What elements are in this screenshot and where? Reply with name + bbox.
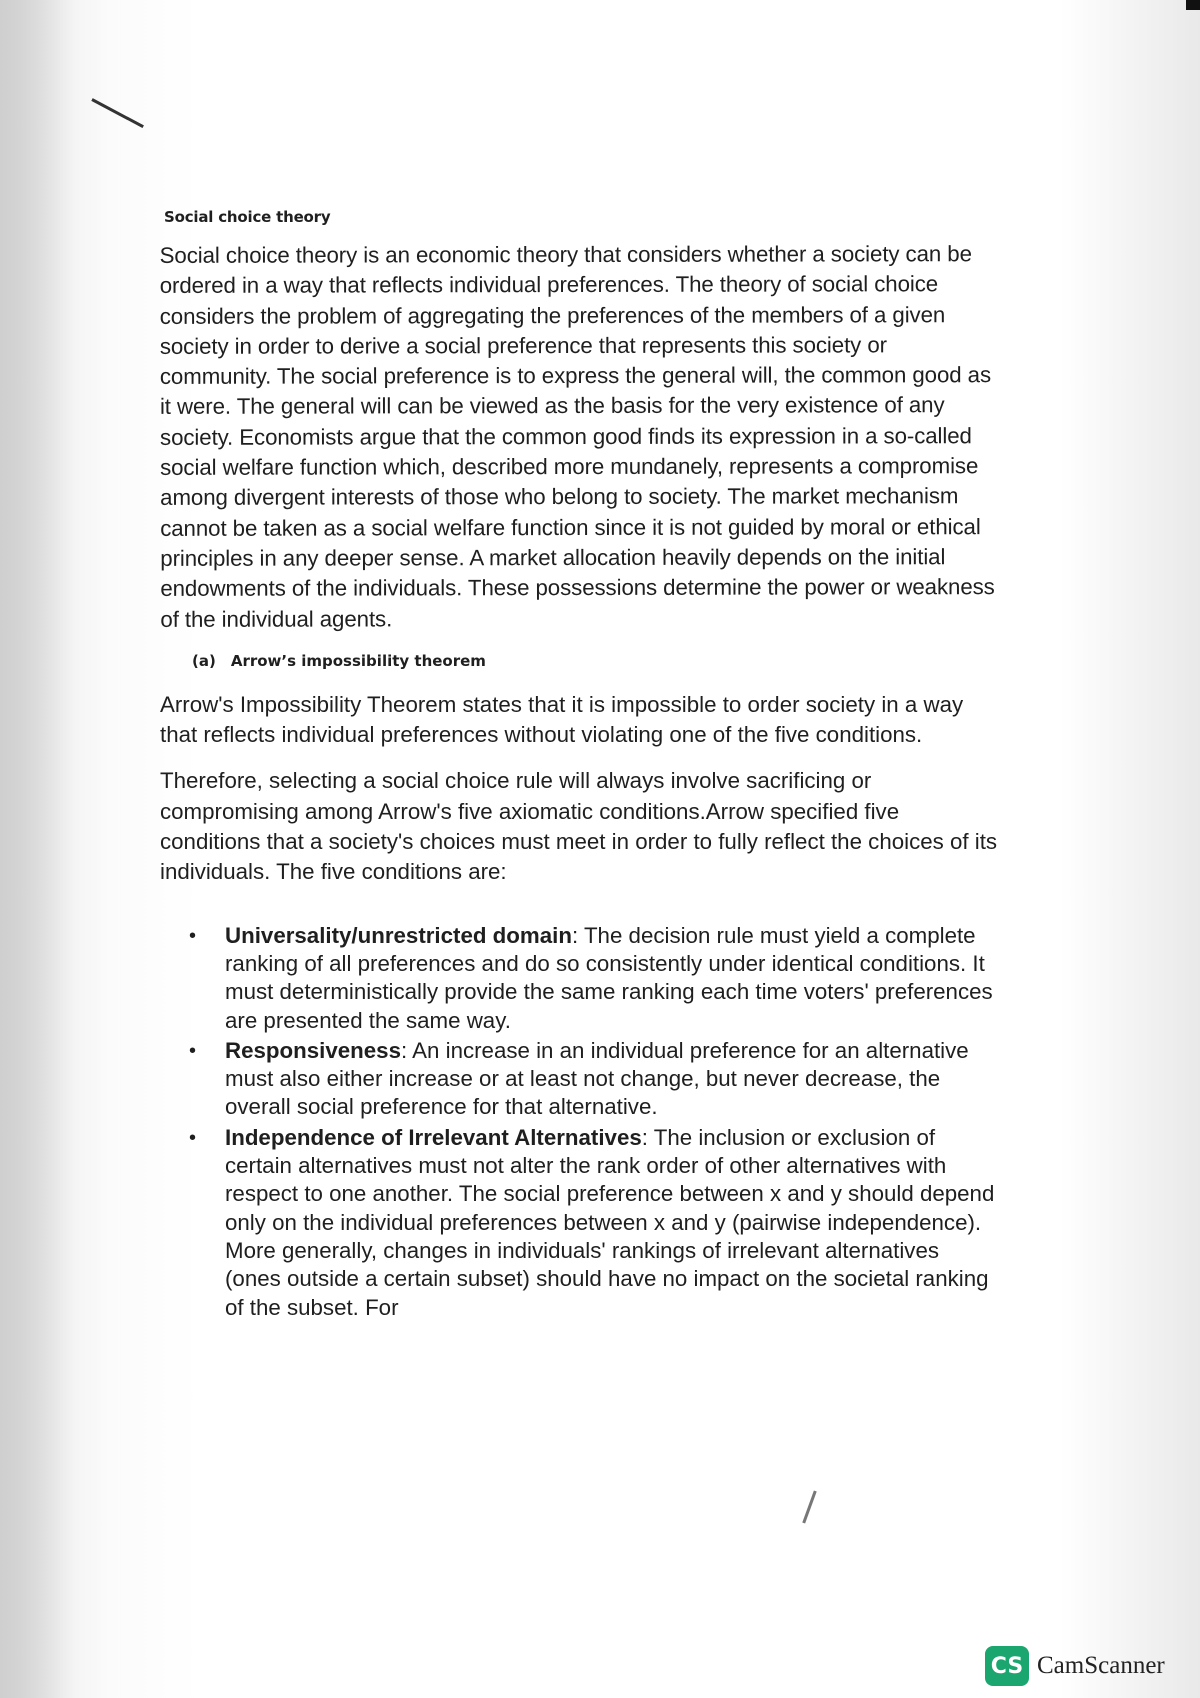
- intro-paragraph: Social choice theory is an economic theory that considers whether a society can be ordered in a way that reflects individual preferences. The theory of social choice considers the problem of aggregating the preferences of the members of a given society in order to derive a social preference that represents this society or community. The social preference is to express the general will, the common good as it were. The general will can be viewed as the basis for the very existence of any society. Economists argue that the common good finds its expression in a so-called social welfare function which, described more mundanely, represents a compromise among divergent interests of those who belong to society. The market mechanism cannot be taken as a social welfare function since it is not guided by moral or ethical principles in any deeper sense. A market allocation heavily depends on the initial endowments of the individuals. These possessions determine the power or weakness of the individual agents.: [159, 241, 995, 632]
- document-body: [160, 208, 1000, 1324]
- bullet-icon: •: [189, 1039, 197, 1062]
- camscanner-label: CamScanner: [1037, 1652, 1165, 1679]
- corner-mark: [1186, 0, 1200, 10]
- scan-edge-shadow: [0, 0, 75, 1698]
- list-item: [189, 922, 1000, 1035]
- pen-mark: [91, 98, 144, 128]
- condition-term: Independence of Irrelevant Alternatives: [225, 1124, 642, 1150]
- condition-text: : The decision rule must yield a complete ranking of all preferences and do so consistently under identical conditions. It must deterministically provide the same ranking each time voters' preferences are presented the same way.: [225, 922, 993, 1033]
- bullet-icon: •: [189, 924, 197, 947]
- page-title: Social choice theory: [164, 208, 331, 226]
- camscanner-logo-icon: CS: [985, 1646, 1029, 1686]
- section-paragraph-2: Therefore, selecting a social choice rule will always involve sacrificing or compromising among Arrow's five axiomatic conditions.Arrow specified five conditions that a society's choices must meet in order to fully reflect the choices of its individuals. The five conditions are:: [160, 768, 998, 885]
- section-paragraph-1: Arrow's Impossibility Theorem states that it is impossible to order society in a way that reflects individual preferences without violating one of the five conditions.: [160, 691, 964, 748]
- condition-text: : The inclusion or exclusion of certain alternatives must not alter the rank order of other alternatives with respect to one another. The social preference between x and y should depend only on the individual preferences between x and y (pairwise independence). More generally, changes in individuals' rankings of irrelevant alternatives (ones outside a certain subset) should have no impact on the societal ranking of the subset. For: [225, 1124, 995, 1320]
- pen-mark: [802, 1491, 816, 1524]
- list-item: [189, 1037, 1000, 1122]
- conditions-list: [160, 922, 1000, 1322]
- camscanner-watermark: [985, 1646, 1165, 1686]
- list-item: [189, 1124, 1000, 1322]
- bullet-icon: •: [189, 1126, 197, 1149]
- condition-term: Universality/unrestricted domain: [225, 922, 572, 948]
- condition-text: : An increase in an individual preference for an alternative must also either increase or at least not change, but never decrease, the overall social preference for that alternative.: [225, 1037, 969, 1120]
- section-heading: (a) Arrow’s impossibility theorem: [192, 651, 486, 670]
- condition-term: Responsiveness: [225, 1037, 401, 1063]
